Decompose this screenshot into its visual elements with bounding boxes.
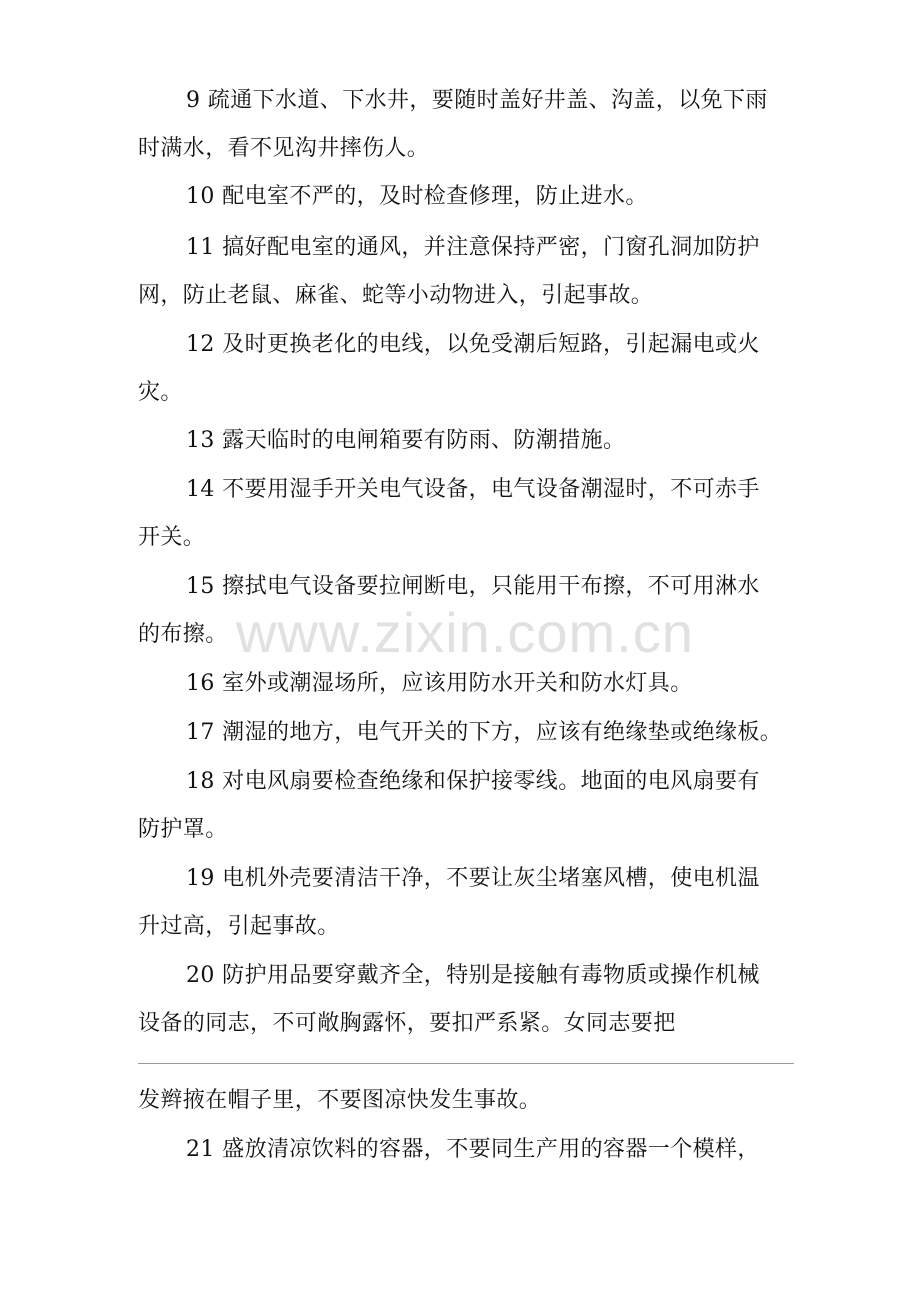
paragraph-12-line-1: 12 及时更换老化的电线，以免受潮后短路，引起漏电或火 [186, 332, 760, 357]
paragraph-15-line-1: 15 擦拭电气设备要拉闸断电，只能用干布擦，不可用淋水 [186, 574, 760, 599]
paragraph-20-line-1: 20 防护用品要穿戴齐全，特别是接触有毒物质或操作机械 [186, 963, 760, 988]
paragraph-11-line-2: 网，防止老鼠、麻雀、蛇等小动物进入，引起事故。 [138, 283, 654, 308]
paragraph-21-line-1: 21 盛放清凉饮料的容器，不要同生产用的容器一个模样， [186, 1137, 760, 1162]
page-break-divider [138, 1063, 794, 1064]
paragraph-13-line-1: 13 露天临时的电闸箱要有防雨、防潮措施。 [186, 428, 626, 453]
paragraph-18-line-1: 18 对电风扇要检查绝缘和保护接零线。地面的电风扇要有 [186, 769, 760, 794]
paragraph-16-line-1: 16 室外或潮湿场所，应该用防水开关和防水灯具。 [186, 671, 693, 696]
paragraph-19-line-2: 升过高，引起事故。 [138, 914, 340, 939]
paragraph-17-line-1: 17 潮湿的地方，电气开关的下方，应该有绝缘垫或绝缘板。 [186, 720, 783, 745]
paragraph-20-continuation-line: 发辫掖在帽子里，不要图凉快发生事故。 [138, 1088, 542, 1113]
paragraph-11-line-1: 11 搞好配电室的通风，并注意保持严密，门窗孔洞加防护 [186, 235, 760, 260]
paragraph-12-line-2: 灾。 [138, 380, 183, 405]
paragraph-9-line-1: 9 疏通下水道、下水井，要随时盖好井盖、沟盖，以免下雨 [186, 88, 768, 113]
watermark: www.zixin.com.cn [236, 601, 694, 664]
paragraph-15-line-2: 的布擦。 [138, 622, 228, 647]
paragraph-9-line-2: 时满水，看不见沟井摔伤人。 [138, 136, 430, 161]
paragraph-19-line-1: 19 电机外壳要清洁干净，不要让灰尘堵塞风槽，使电机温 [186, 866, 760, 891]
paragraph-10-line-1: 10 配电室不严的，及时检查修理，防止进水。 [186, 184, 648, 209]
paragraph-14-line-1: 14 不要用湿手开关电气设备，电气设备潮湿时，不可赤手 [186, 477, 760, 502]
paragraph-18-line-2: 防护罩。 [138, 817, 228, 842]
paragraph-20-line-2: 设备的同志，不可敞胸露怀，要扣严系紧。女同志要把 [138, 1011, 676, 1036]
paragraph-14-line-2: 开关。 [138, 525, 206, 550]
